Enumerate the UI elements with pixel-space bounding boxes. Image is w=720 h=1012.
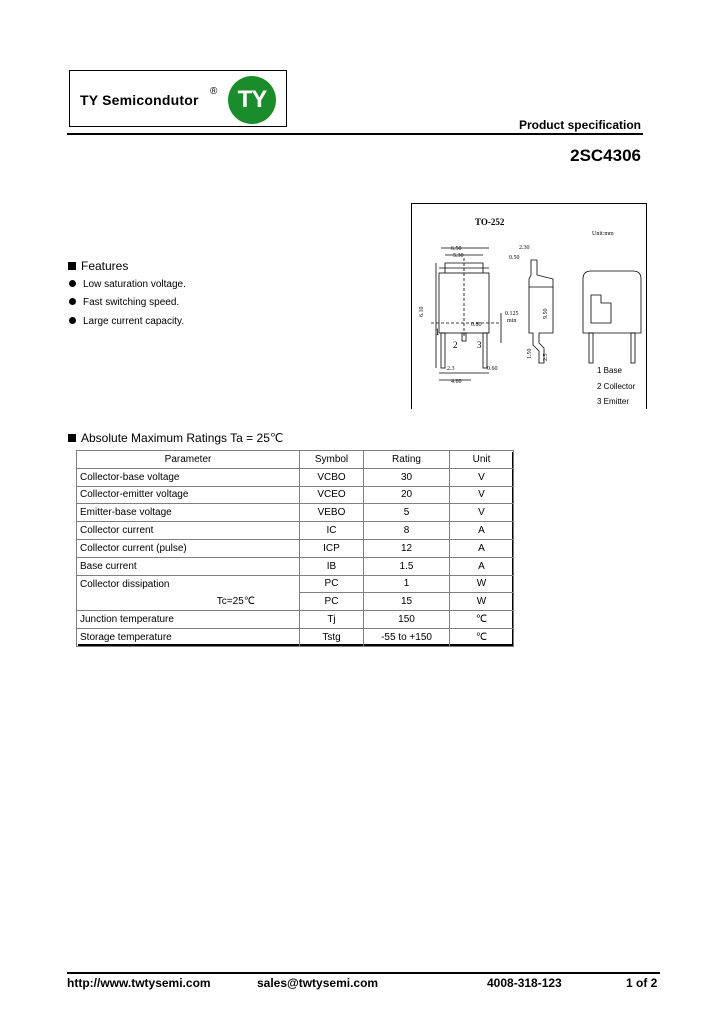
svg-text:0.60: 0.60: [487, 366, 498, 372]
logo-mark: TY: [237, 86, 267, 113]
table-row: Collector-emitter voltage VCEO 20 V: [77, 486, 514, 504]
ty-logo-icon: [228, 76, 276, 124]
header-divider: [67, 133, 643, 135]
svg-text:0.125: 0.125: [505, 311, 519, 317]
features-title: Features: [81, 259, 129, 273]
table-row: Collector dissipation PC 1 W: [77, 575, 514, 593]
feature-item: Low saturation voltage.: [69, 279, 186, 290]
feature-item: Large current capacity.: [69, 316, 184, 327]
table-row: Tc=25℃ PC 15 W: [77, 593, 514, 611]
company-name: TY Semicondutor: [80, 92, 199, 108]
svg-text:3: 3: [477, 340, 482, 350]
svg-text:2: 2: [453, 340, 458, 350]
ratings-table: [76, 450, 514, 647]
lead-3: [483, 333, 487, 368]
table-row: Storage temperature Tstg -55 to +150 ℃: [77, 628, 514, 646]
pin-base: 1 Base: [597, 366, 622, 375]
svg-text:2.30: 2.30: [519, 245, 530, 251]
package-outline-drawing: [411, 203, 647, 409]
bullet-icon: [69, 298, 76, 305]
side-view-outline: [529, 260, 553, 363]
svg-text:2.3: 2.3: [447, 366, 455, 372]
svg-text:min: min: [507, 318, 517, 324]
svg-text:0.80: 0.80: [471, 322, 482, 328]
doc-type: Product specification: [518, 118, 641, 132]
column-header: Rating: [364, 451, 450, 469]
svg-text:9.50: 9.50: [543, 308, 549, 319]
table-row: Collector current IC 8 A: [77, 522, 514, 540]
column-header: Parameter: [77, 451, 300, 469]
footer-url[interactable]: http://www.twtysemi.com: [67, 976, 211, 990]
unit-label: Unit:mm: [592, 231, 614, 237]
part-number: 2SC4306: [570, 146, 641, 165]
feature-item: Fast switching speed.: [69, 297, 179, 308]
table-row: Emitter-base voltage VEBO 5 V: [77, 504, 514, 522]
ratings-heading: [68, 431, 283, 445]
lead-1: [441, 333, 445, 368]
footer-phone: 4008-318-123: [487, 976, 562, 990]
registered-mark: ®: [210, 86, 218, 97]
column-header: Unit: [450, 451, 514, 469]
svg-text:6.50: 6.50: [451, 246, 462, 252]
bullet-icon: [69, 280, 76, 287]
pin-emitter: 3 Emitter: [597, 397, 630, 406]
ratings-title: Absolute Maximum Ratings Ta = 25℃: [81, 431, 284, 445]
table-row: Collector current (pulse) ICP 12 A: [77, 539, 514, 557]
table-header-row: [77, 451, 514, 469]
svg-text:2.5: 2.5: [543, 353, 549, 361]
svg-text:6.10: 6.10: [419, 306, 425, 317]
bullet-icon: [69, 317, 76, 324]
svg-text:1: 1: [435, 327, 440, 337]
column-header: Symbol: [300, 451, 364, 469]
table-row: Collector-base voltage VCBO 30 V: [77, 468, 514, 486]
back-view-outline: [583, 271, 641, 333]
page-number: 1 of 2: [626, 976, 658, 990]
svg-text:0.50: 0.50: [509, 255, 520, 261]
square-bullet-icon: [68, 262, 76, 270]
footer-divider: [67, 972, 660, 974]
svg-text:1.50: 1.50: [527, 348, 533, 359]
square-bullet-icon: [68, 434, 76, 442]
package-name: TO-252: [475, 217, 505, 227]
table-row: Base current IB 1.5 A: [77, 557, 514, 575]
pin-collector: 2 Collector: [597, 382, 636, 391]
svg-text:5.30: 5.30: [453, 253, 464, 259]
svg-text:4.60: 4.60: [451, 379, 462, 385]
footer-email[interactable]: sales@twtysemi.com: [257, 976, 379, 990]
features-heading: [68, 259, 128, 273]
table-row: Junction temperature Tj 150 ℃: [77, 611, 514, 629]
